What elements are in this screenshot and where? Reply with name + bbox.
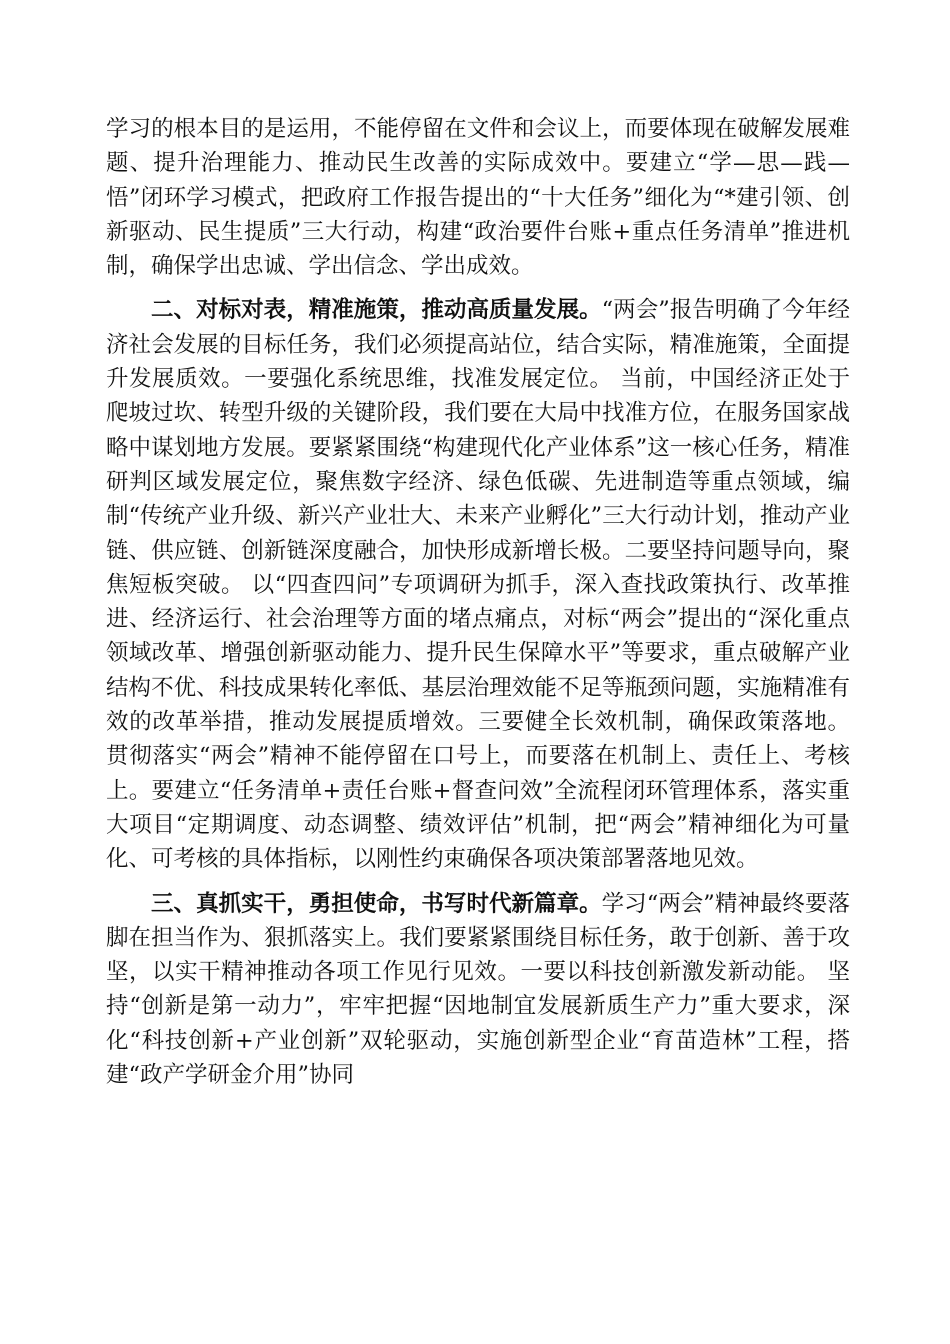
section-three-heading: 三、真抓实干，勇担使命，书写时代新篇章。 [151, 890, 602, 917]
paragraph-gap [106, 877, 850, 887]
paragraph-section-two [106, 293, 850, 876]
document-body [106, 112, 850, 1092]
paragraph-intro [106, 112, 850, 283]
section-two-heading: 二、对标对表，精准施策，推动高质量发展。 [151, 297, 602, 324]
paragraph-section-three [106, 887, 850, 1093]
paragraph-gap [106, 283, 850, 293]
paragraph-intro-text: 学习的根本目的是运用，不能停留在文件和会议上，而要体现在破解发展难题、提升治理能力、推动民生改善的实际成效中。要建立“学—思—践—悟”闭环学习模式，把政府工作报告提出的“十大任务”细化为“*建引领、创新驱动、民生提质”三大行动，构建“政治要件台账+重点任务清单”推进机制，确保学出忠诚、学出信念、学出成效。 [106, 116, 850, 280]
section-three-text: 学习“两会”精神最终要落脚在担当作为、狠抓落实上。我们要紧紧围绕目标任务，敢于创新、善于攻坚，以实干精神推动各项工作见行见效。一要以科技创新激发新动能。 坚持“创新是第一动力”，牢牢把握“因地制宜发展新质生产力”重大要求，深化“科技创新+产业创新”双轮驱动，实施创新型企业“育苗造林”工程，搭建“政产学研金介用”协同 [106, 890, 850, 1089]
section-two-text: “两会”报告明确了今年经济社会发展的目标任务，我们必须提高站位，结合实际，精准施策，全面提升发展质效。一要强化系统思维，找准发展定位。 当前，中国经济正处于爬坡过坎、转型升级的关键阶段，我们要在大局中找准方位，在服务国家战略中谋划地方发展。要紧紧围绕“构建现代化产业体系”这一核心任务，精准研判区域发展定位，聚焦数字经济、绿色低碳、先进制造等重点领域，编制“传统产业升级、新兴产业壮大、未来产业孵化”三大行动计划，推动产业链、供应链、创新链深度融合，加快形成新增长极。二要坚持问题导向，聚焦短板突破。 以“四查四问”专项调研为抓手，深入查找政策执行、改革推进、经济运行、社会治理等方面的堵点痛点，对标“两会”提出的“深化重点领域改革、增强创新驱动能力、提升民生保障水平”等要求，重点破解产业结构不优、科技成果转化率低、基层治理效能不足等瓶颈问题，实施精准有效的改革举措，推动发展提质增效。三要健全长效机制，确保政策落地。 贯彻落实“两会”精神不能停留在口号上，而要落在机制上、责任上、考核上。要建立“任务清单+责任台账+督查问效”全流程闭环管理体系，落实重大项目“定期调度、动态调整、绩效评估”机制，把“两会”精神细化为可量化、可考核的具体指标，以刚性约束确保各项决策部署落地见效。 [106, 297, 850, 873]
